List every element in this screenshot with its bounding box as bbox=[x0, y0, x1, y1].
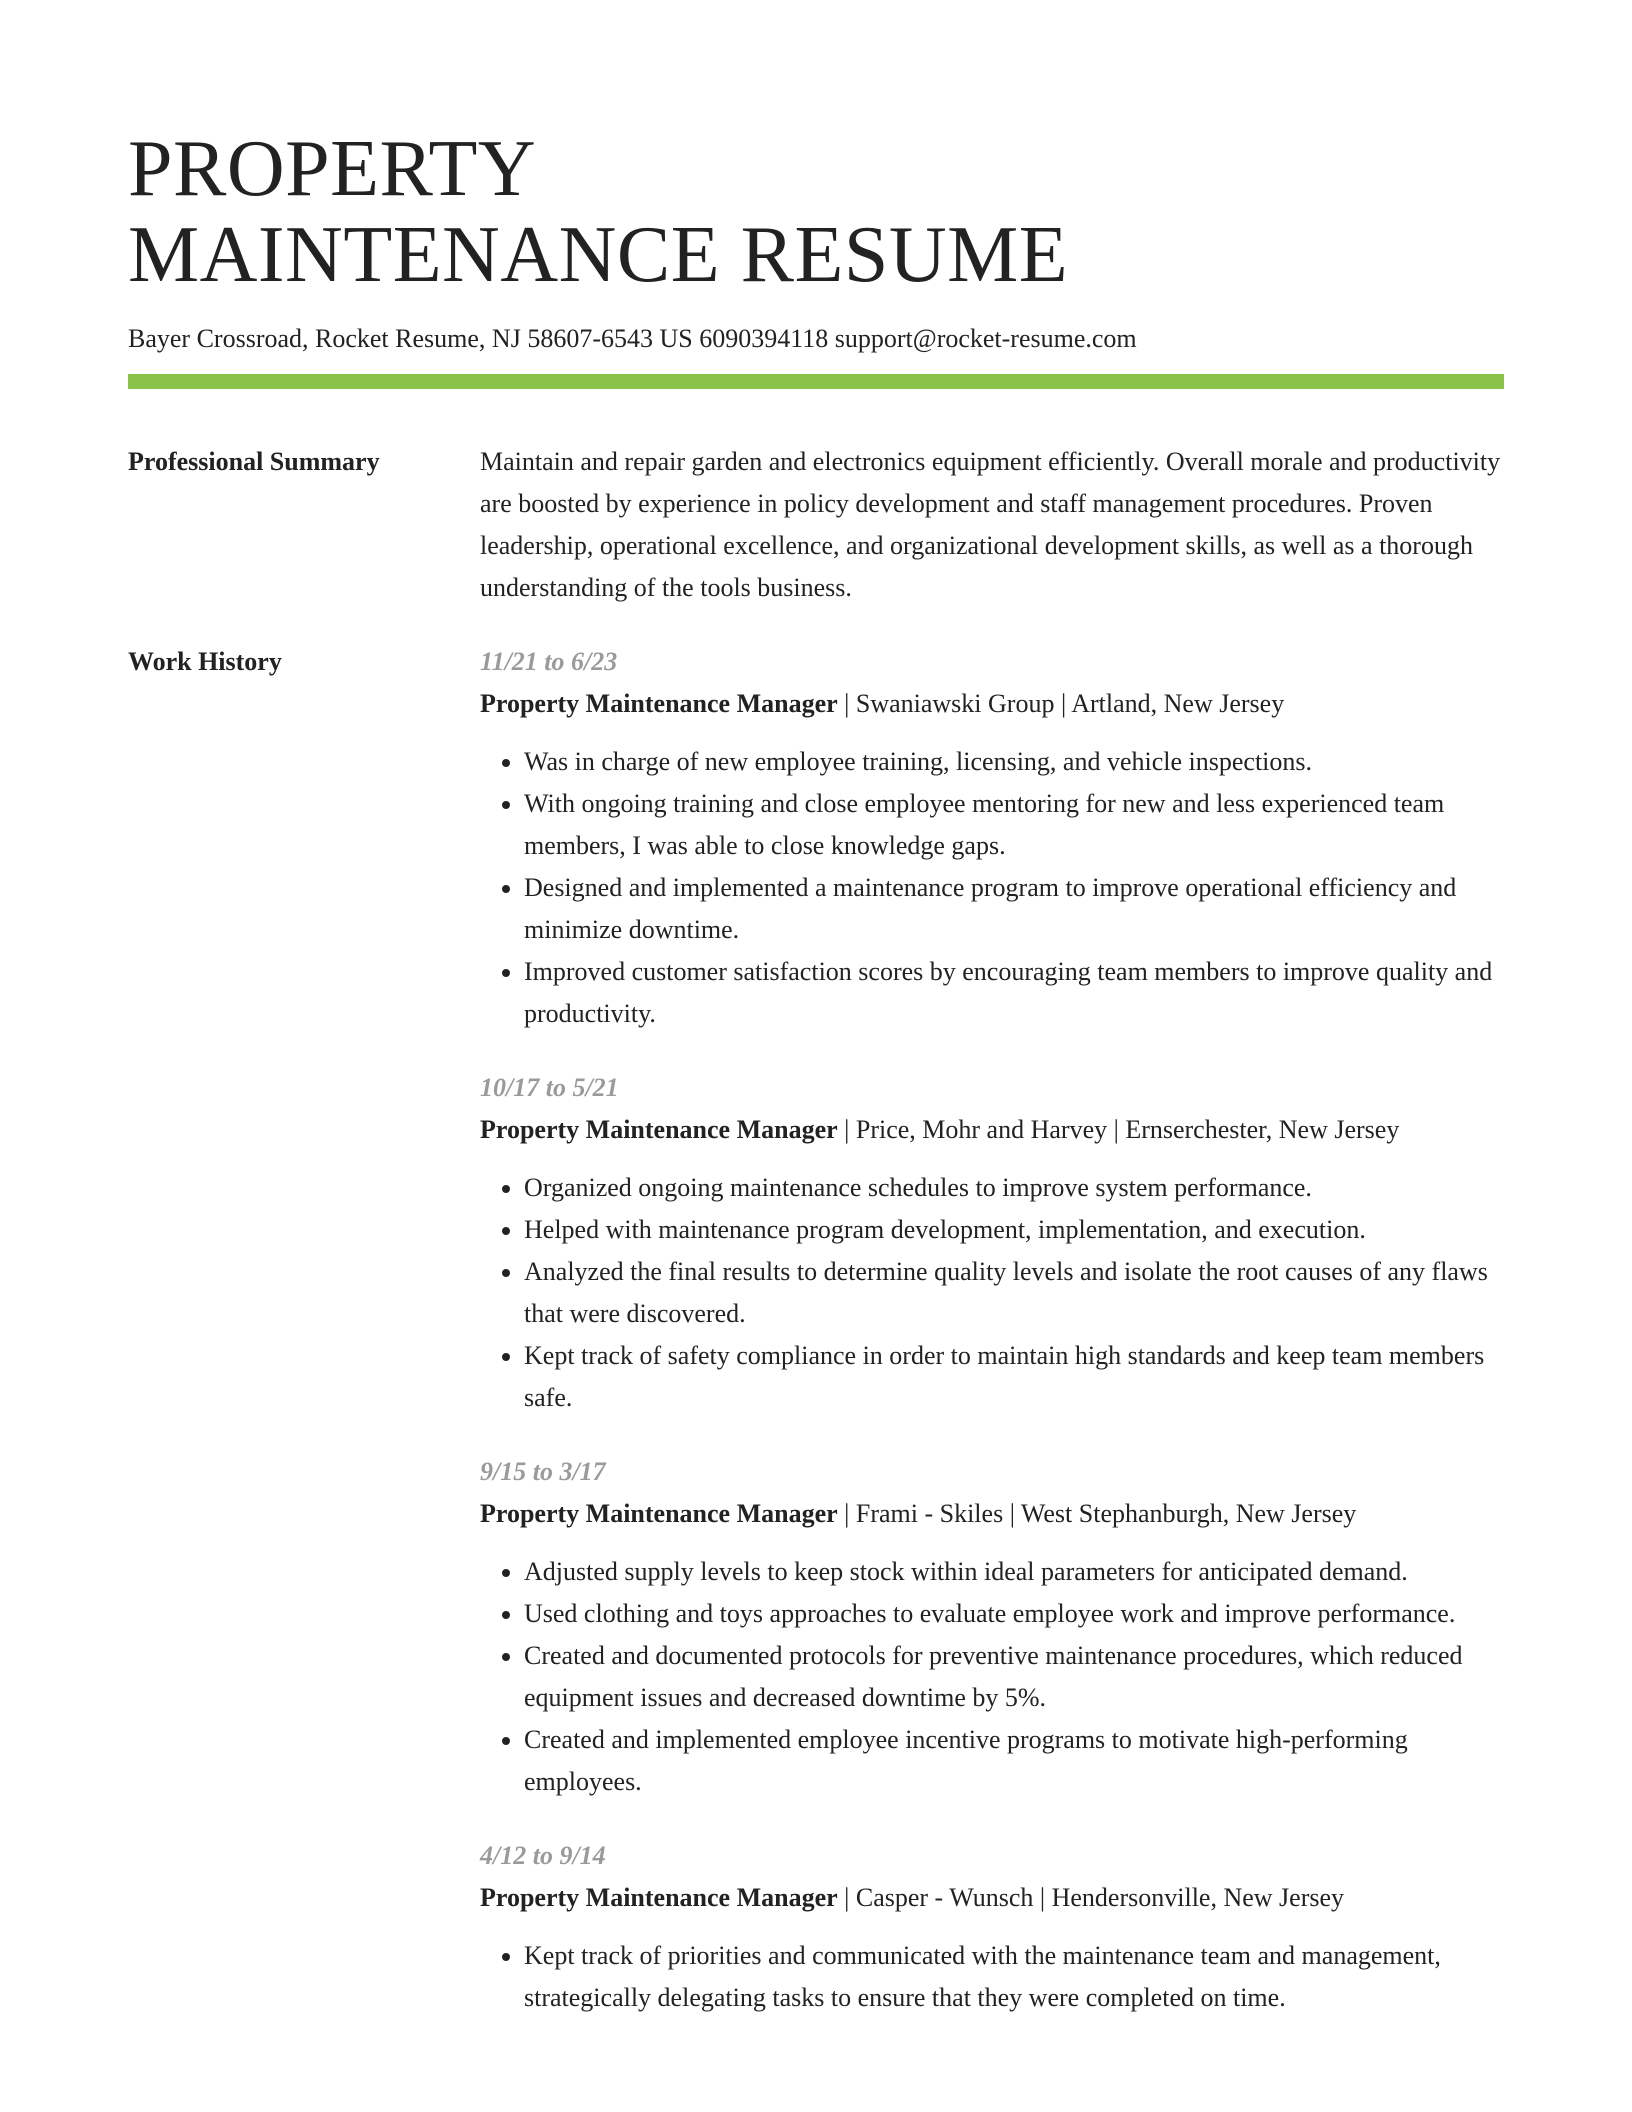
job-bullets bbox=[480, 1167, 1504, 1419]
resume-title-line-2: MAINTENANCE RESUME bbox=[128, 211, 1069, 299]
work-history-section bbox=[128, 641, 1504, 2051]
job-bullets bbox=[480, 1551, 1504, 1803]
section-heading-summary: Professional Summary bbox=[128, 447, 380, 476]
job-heading bbox=[480, 1493, 1504, 1535]
professional-summary-section bbox=[128, 441, 1504, 609]
job-entry bbox=[480, 1835, 1504, 2019]
accent-divider bbox=[128, 374, 1504, 389]
job-dates: 9/15 to 3/17 bbox=[480, 1457, 606, 1486]
job-bullet: • Analyzed the final results to determine quality levels and isolate the root causes of any flaws that were discovered. bbox=[524, 1251, 1504, 1335]
job-employer-location: | Swaniawski Group | Artland, New Jersey bbox=[837, 689, 1285, 718]
job-employer-location: | Frami - Skiles | West Stephanburgh, New Jersey bbox=[837, 1499, 1357, 1528]
work-history-body bbox=[480, 641, 1504, 2051]
job-title: Property Maintenance Manager bbox=[480, 1883, 838, 1912]
summary-body bbox=[480, 441, 1504, 609]
job-entry bbox=[480, 641, 1504, 1035]
job-bullet: • Kept track of safety compliance in order to maintain high standards and keep team members safe. bbox=[524, 1335, 1504, 1419]
job-bullet: • Created and implemented employee incentive programs to motivate high-performing employees. bbox=[524, 1719, 1504, 1803]
resume-title bbox=[128, 126, 1504, 298]
job-bullet: • Adjusted supply levels to keep stock within ideal parameters for anticipated demand. bbox=[524, 1551, 1504, 1593]
summary-text: Maintain and repair garden and electronics equipment efficiently. Overall morale and productivity are boosted by experience in policy development and staff management procedures. Proven leadership, operational excellence, and organizational development skills, as well as a thorough understanding of the tools business. bbox=[480, 447, 1501, 602]
job-bullet: • Designed and implemented a maintenance program to improve operational efficiency and minimize downtime. bbox=[524, 867, 1504, 951]
job-bullet: • Used clothing and toys approaches to evaluate employee work and improve performance. bbox=[524, 1593, 1504, 1635]
job-title: Property Maintenance Manager bbox=[480, 1499, 838, 1528]
job-dates: 11/21 to 6/23 bbox=[480, 647, 618, 676]
job-bullet: • Created and documented protocols for preventive maintenance procedures, which reduced equipment issues and decreased downtime by 5%. bbox=[524, 1635, 1504, 1719]
job-title: Property Maintenance Manager bbox=[480, 689, 838, 718]
job-bullet: • Was in charge of new employee training, licensing, and vehicle inspections. bbox=[524, 741, 1504, 783]
job-employer-location: | Price, Mohr and Harvey | Ernserchester, New Jersey bbox=[837, 1115, 1400, 1144]
job-dates: 4/12 to 9/14 bbox=[480, 1841, 606, 1870]
contact-info: Bayer Crossroad, Rocket Resume, NJ 58607-6543 US 6090394118 support@rocket-resume.com bbox=[128, 324, 1137, 353]
section-heading-work-history: Work History bbox=[128, 647, 282, 676]
job-bullets bbox=[480, 1935, 1504, 2019]
job-bullet: • Improved customer satisfaction scores by encouraging team members to improve quality and productivity. bbox=[524, 951, 1504, 1035]
job-dates: 10/17 to 5/21 bbox=[480, 1073, 619, 1102]
job-title: Property Maintenance Manager bbox=[480, 1115, 838, 1144]
job-employer-location: | Casper - Wunsch | Hendersonville, New Jersey bbox=[837, 1883, 1345, 1912]
job-heading bbox=[480, 1109, 1504, 1151]
job-entry bbox=[480, 1067, 1504, 1419]
job-bullet: • With ongoing training and close employee mentoring for new and less experienced team members, I was able to close knowledge gaps. bbox=[524, 783, 1504, 867]
job-bullets bbox=[480, 741, 1504, 1035]
job-bullet: • Helped with maintenance program development, implementation, and execution. bbox=[524, 1209, 1504, 1251]
job-heading bbox=[480, 1877, 1504, 1919]
resume-title-line-1: PROPERTY bbox=[128, 125, 537, 213]
resume-page bbox=[128, 126, 1504, 2051]
job-bullet: • Organized ongoing maintenance schedules to improve system performance. bbox=[524, 1167, 1504, 1209]
job-heading bbox=[480, 683, 1504, 725]
job-entry bbox=[480, 1451, 1504, 1803]
job-bullet: • Kept track of priorities and communicated with the maintenance team and management, strategically delegating tasks to ensure that they were completed on time. bbox=[524, 1935, 1504, 2019]
